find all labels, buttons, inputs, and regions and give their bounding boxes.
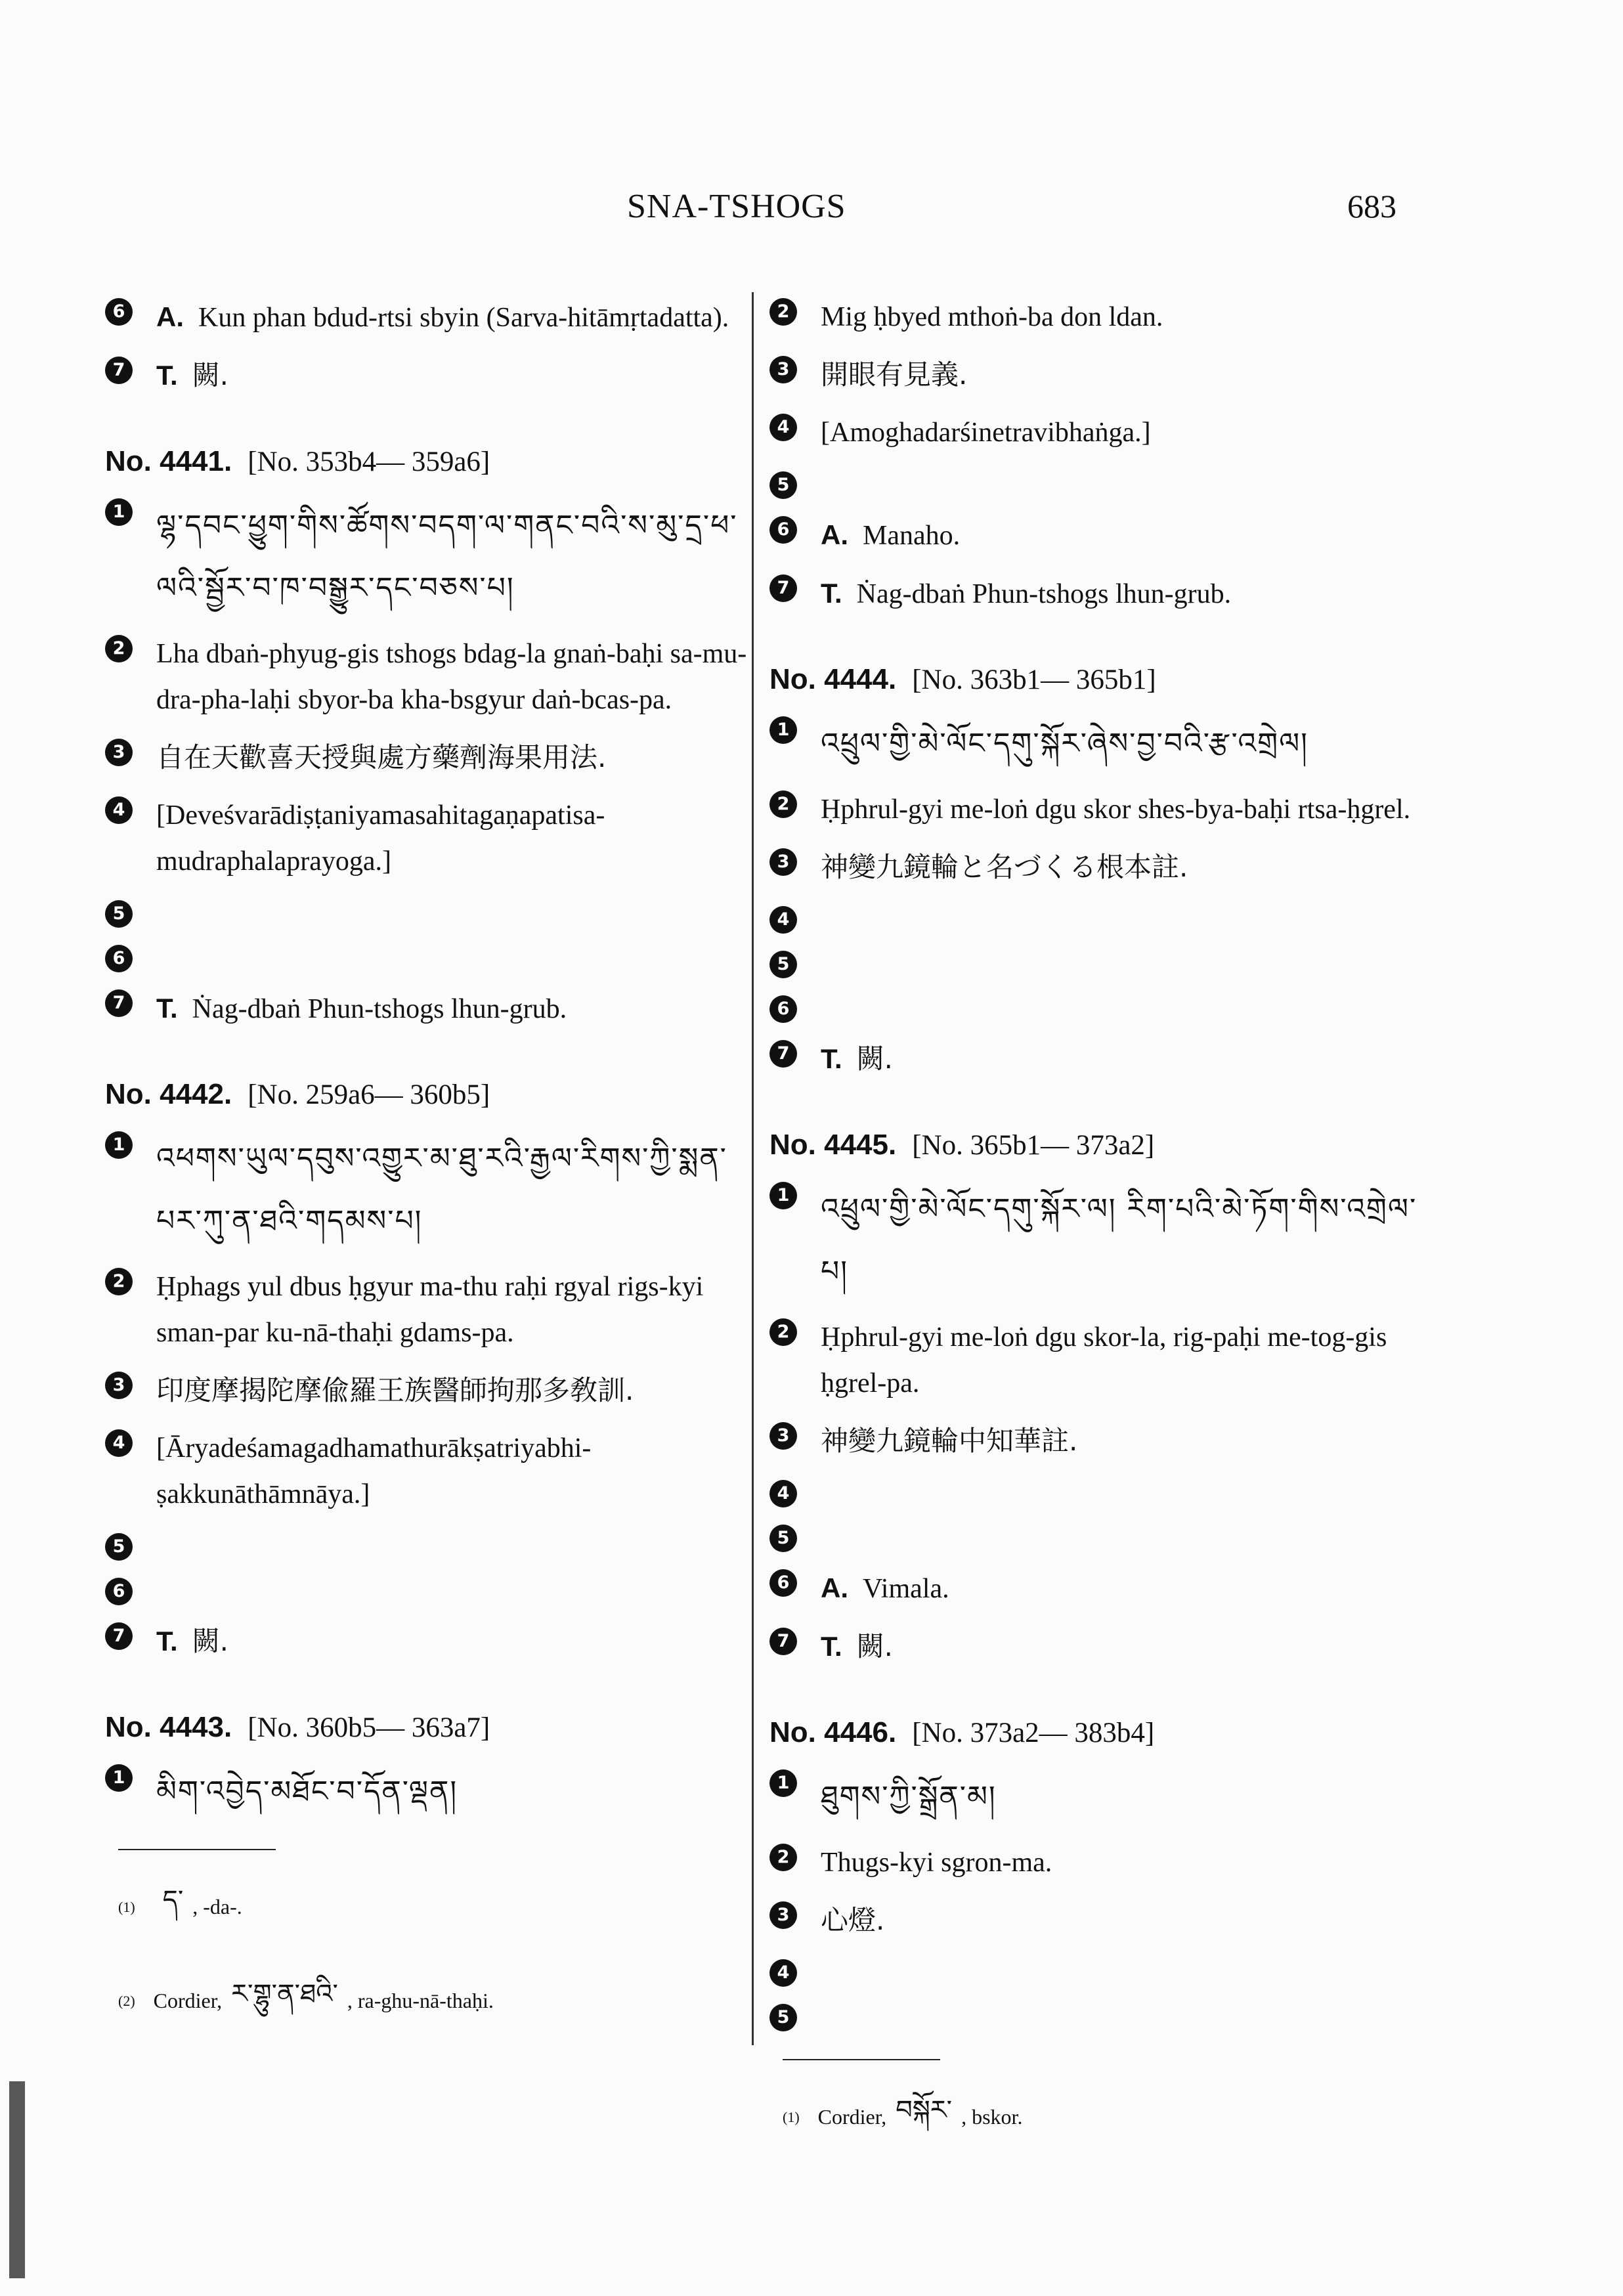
field-3 <box>769 844 1426 890</box>
footnote-mark: (1) <box>118 1898 135 1915</box>
field-6 <box>105 294 755 341</box>
field-5 <box>105 1529 755 1562</box>
entry-number: No. 4441. <box>105 445 232 477</box>
circled-number-7: 7 <box>769 574 797 602</box>
circled-number-4: 4 <box>105 796 133 824</box>
circled-number-3: 3 <box>769 1422 797 1450</box>
entry-number: No. 4442. <box>105 1078 232 1110</box>
scan-edge-artifact <box>9 2081 25 2278</box>
circled-number-4: 4 <box>105 1429 133 1457</box>
field-6 <box>769 1565 1426 1612</box>
chinese-title: 印度摩揭陀摩偸羅王族醫師拘那多敎訓. <box>156 1374 634 1406</box>
field-4 <box>769 1955 1426 1988</box>
page-header <box>0 187 1623 240</box>
field-6 <box>769 512 1426 559</box>
circled-number-4: 4 <box>769 1480 797 1507</box>
entry-number: No. 4445. <box>769 1129 897 1161</box>
circled-number-1: 1 <box>105 498 133 526</box>
footnote-rule <box>783 2059 940 2060</box>
transliteration: Ḥphags yul dbus ḥgyur ma-thu raḥi rgyal rigs-kyi sman-par ku-nā-thaḥi gdams-pa. <box>156 1272 704 1348</box>
circled-number-7: 7 <box>105 1622 133 1650</box>
chinese-title: 心燈. <box>821 1904 885 1936</box>
footnote-text: , bskor. <box>961 2105 1023 2129</box>
circled-number-5: 5 <box>769 951 797 978</box>
circled-number-3: 3 <box>769 356 797 383</box>
circled-number-1: 1 <box>769 1769 797 1797</box>
transliteration: Lha dbaṅ-phyug-gis tshogs bdag-la gnaṅ-baḥi sa-mu-dra-pha-laḥi sbyor-ba kha-bsgyur daṅ-bcas-pa. <box>156 639 747 715</box>
field-3 <box>105 735 755 781</box>
footnote-mark: (2) <box>118 1992 135 2009</box>
entry-header-4445 <box>769 1129 1426 1161</box>
entry-folio-ref: [No. 259a6— 360b5] <box>248 1079 490 1110</box>
entry-folio-ref: [No. 353b4— 359a6] <box>248 446 490 477</box>
field-6 <box>105 1574 755 1607</box>
footnote-source: Cordier, <box>153 1989 223 2012</box>
field-7 <box>769 571 1426 617</box>
field-5 <box>769 2000 1426 2033</box>
sanskrit-title: [Amoghadarśinetravibhaṅga.] <box>821 418 1151 448</box>
sanskrit-title: [Āryadeśamagadhamathurākṣatriyabhi-ṣakkunāthāmnāya.] <box>156 1433 592 1509</box>
circled-number-5: 5 <box>769 471 797 499</box>
entry-number: No. 4444. <box>769 663 897 695</box>
transliteration: Ḥphrul-gyi me-loṅ dgu skor-la, rig-paḥi me-tog-gis ḥgrel-pa. <box>821 1322 1387 1398</box>
field-2 <box>769 1314 1426 1406</box>
circled-number-1: 1 <box>105 1131 133 1159</box>
entry-header-4442 <box>105 1078 755 1111</box>
footnote-2 <box>118 1964 755 2038</box>
entry-number: No. 4443. <box>105 1711 232 1743</box>
circled-number-1: 1 <box>769 1182 797 1209</box>
field-7 <box>769 1624 1426 1670</box>
circled-number-3: 3 <box>105 739 133 766</box>
field-6 <box>769 991 1426 1024</box>
entry-folio-ref: [No. 363b1— 365b1] <box>912 664 1156 695</box>
circled-number-6: 6 <box>769 995 797 1023</box>
field-3 <box>769 1418 1426 1464</box>
circled-number-2: 2 <box>105 635 133 662</box>
sanskrit-title: [Deveśvarādiṣṭaniyamasahitagaṇapatisa-mudraphalaprayoga.] <box>156 800 605 877</box>
field-label: T. <box>156 993 178 1024</box>
field-6 <box>105 941 755 974</box>
footnote-source: Cordier, <box>817 2105 887 2129</box>
footnote-1 <box>783 2080 1426 2154</box>
field-label: A. <box>821 1572 848 1603</box>
circled-number-5: 5 <box>105 900 133 928</box>
entry-folio-ref: [No. 373a2— 383b4] <box>912 1718 1155 1748</box>
circled-number-4: 4 <box>769 906 797 934</box>
circled-number-6: 6 <box>769 1569 797 1597</box>
circled-number-3: 3 <box>105 1372 133 1399</box>
entry-header-4443 <box>105 1711 755 1744</box>
field-label: A. <box>156 301 184 332</box>
field-2 <box>105 1264 755 1356</box>
field-4 <box>769 1476 1426 1509</box>
entry-header-4444 <box>769 663 1426 696</box>
transliteration: Thugs-kyi sgron-ma. <box>821 1848 1052 1878</box>
footnote-tibetan: ར་གྷུ་ན་ཐའི་ <box>231 1979 338 2009</box>
circled-number-2: 2 <box>769 298 797 326</box>
chinese-title: 神變九鏡輪と名づくる根本註. <box>821 851 1188 883</box>
circled-number-5: 5 <box>769 1525 797 1552</box>
field-label: T. <box>821 578 842 609</box>
field-3 <box>769 1897 1426 1943</box>
circled-number-1: 1 <box>769 716 797 744</box>
entry-folio-ref: [No. 360b5— 363a7] <box>248 1712 490 1743</box>
footnote-mark: (1) <box>783 2108 800 2125</box>
field-1 <box>105 494 755 619</box>
circled-number-2: 2 <box>105 1268 133 1295</box>
field-label: T. <box>156 360 178 391</box>
field-5 <box>105 896 755 929</box>
entry-header-4441 <box>105 445 755 478</box>
chinese-title: 開眼有見義. <box>821 358 968 391</box>
circled-number-4: 4 <box>769 414 797 441</box>
field-2 <box>769 787 1426 833</box>
translator: Ṅag-dbaṅ Phun-tshogs lhun-grub. <box>192 994 567 1024</box>
field-5 <box>769 467 1426 500</box>
circled-number-2: 2 <box>769 1318 797 1346</box>
field-label: T. <box>156 1626 178 1657</box>
circled-number-6: 6 <box>769 516 797 544</box>
field-7 <box>105 986 755 1032</box>
circled-number-6: 6 <box>105 945 133 972</box>
translator: 闕. <box>856 1043 894 1075</box>
transliteration: Ḥphrul-gyi me-loṅ dgu skor shes-bya-baḥi rtsa-ḥgrel. <box>821 794 1411 825</box>
field-3 <box>105 1368 755 1414</box>
circled-number-7: 7 <box>105 357 133 384</box>
right-column <box>769 282 1426 2154</box>
circled-number-7: 7 <box>769 1040 797 1068</box>
field-4 <box>105 792 755 884</box>
footnote-rule <box>118 1849 276 1850</box>
field-value: Kun phan bdud-rtsi sbyin (Sarva-hitāmṛtadatta). <box>198 303 729 333</box>
field-4 <box>769 902 1426 935</box>
footnote-text: , ra-ghu-nā-thaḥi. <box>347 1989 494 2012</box>
footnote-tibetan: བསྐོར་ <box>896 2095 953 2125</box>
chinese-title: 神變九鏡輪中知華註. <box>821 1425 1078 1457</box>
field-1 <box>105 1760 755 1823</box>
circled-number-3: 3 <box>769 848 797 876</box>
tibetan-title: མིག་འབྱེད་མཐོང་བ་དོན་ལྡན། <box>156 1775 458 1808</box>
circled-number-5: 5 <box>769 2004 797 2031</box>
field-4 <box>105 1425 755 1517</box>
circled-number-6: 6 <box>105 298 133 326</box>
translator: 闕. <box>192 1625 229 1657</box>
field-7 <box>105 1618 755 1665</box>
field-2 <box>105 631 755 723</box>
field-3 <box>769 352 1426 398</box>
circled-number-5: 5 <box>105 1533 133 1561</box>
entry-number: No. 4446. <box>769 1716 897 1748</box>
transliteration: Mig ḥbyed mthoṅ-ba don ldan. <box>821 302 1163 332</box>
circled-number-4: 4 <box>769 1959 797 1987</box>
circled-number-1: 1 <box>105 1764 133 1792</box>
field-1 <box>769 712 1426 775</box>
circled-number-7: 7 <box>105 989 133 1017</box>
tibetan-title: ཐུགས་ཀྱི་སྒྲོན་མ། <box>821 1780 997 1813</box>
circled-number-3: 3 <box>769 1901 797 1929</box>
field-5 <box>769 1521 1426 1553</box>
field-4 <box>769 410 1426 456</box>
field-2 <box>769 294 1426 340</box>
field-2 <box>769 1840 1426 1886</box>
footnote-tibetan: ད་ <box>162 1885 184 1915</box>
field-1 <box>105 1127 755 1252</box>
field-5 <box>769 947 1426 980</box>
chinese-title: 自在天歡喜天授與處方藥劑海果用法. <box>156 741 607 773</box>
field-label: T. <box>821 1631 842 1662</box>
translator: Ṅag-dbaṅ Phun-tshogs lhun-grub. <box>856 579 1232 609</box>
author: Vimala. <box>863 1574 949 1604</box>
circled-number-2: 2 <box>769 1844 797 1871</box>
field-1 <box>769 1178 1426 1303</box>
entry-folio-ref: [No. 365b1— 373a2] <box>912 1130 1155 1161</box>
field-label: A. <box>821 519 848 550</box>
entry-header-4446 <box>769 1716 1426 1749</box>
author: Manaho. <box>863 521 961 551</box>
tibetan-title: འཕགས་ཡུལ་དབུས་འགྱུར་མ་ཐུ་རའི་རྒྱལ་རིགས་ཀྱི་སྨན་པར་ཀུ་ན་ཐའི་གདམས་པ། <box>156 1142 727 1238</box>
footnote-text: , -da-. <box>192 1895 242 1918</box>
circled-number-2: 2 <box>769 791 797 818</box>
translator: 闕. <box>856 1630 894 1662</box>
circled-number-6: 6 <box>105 1578 133 1605</box>
circled-number-7: 7 <box>769 1628 797 1655</box>
tibetan-title: ལྷ་དབང་ཕྱུག་གིས་ཚོགས་བདག་ལ་གནང་བའི་ས་མུ་དྲ་ཕ་ལའི་སྦྱོར་བ་ཁ་བསྒྱུར་དང་བཅས་པ། <box>156 509 738 605</box>
tibetan-title: འཕྲུལ་གྱི་མེ་ལོང་དགུ་སྐོར་ལ། རིག་པའི་མེ་ཏོག་གིས་འགྲེལ་པ། <box>821 1192 1417 1288</box>
field-7 <box>769 1036 1426 1083</box>
field-7 <box>105 353 755 399</box>
field-value: 闕. <box>192 359 229 391</box>
field-1 <box>769 1765 1426 1828</box>
left-column <box>105 282 755 2038</box>
page-number: 683 <box>1347 188 1396 225</box>
tibetan-title: འཕྲུལ་གྱི་མེ་ལོང་དགུ་སྐོར་ཞེས་བྱ་བའི་རྩ་འགྲེལ། <box>821 727 1309 760</box>
footnote-1 <box>118 1870 755 1944</box>
running-title: SNA-TSHOGS <box>627 188 846 225</box>
field-label: T. <box>821 1043 842 1074</box>
